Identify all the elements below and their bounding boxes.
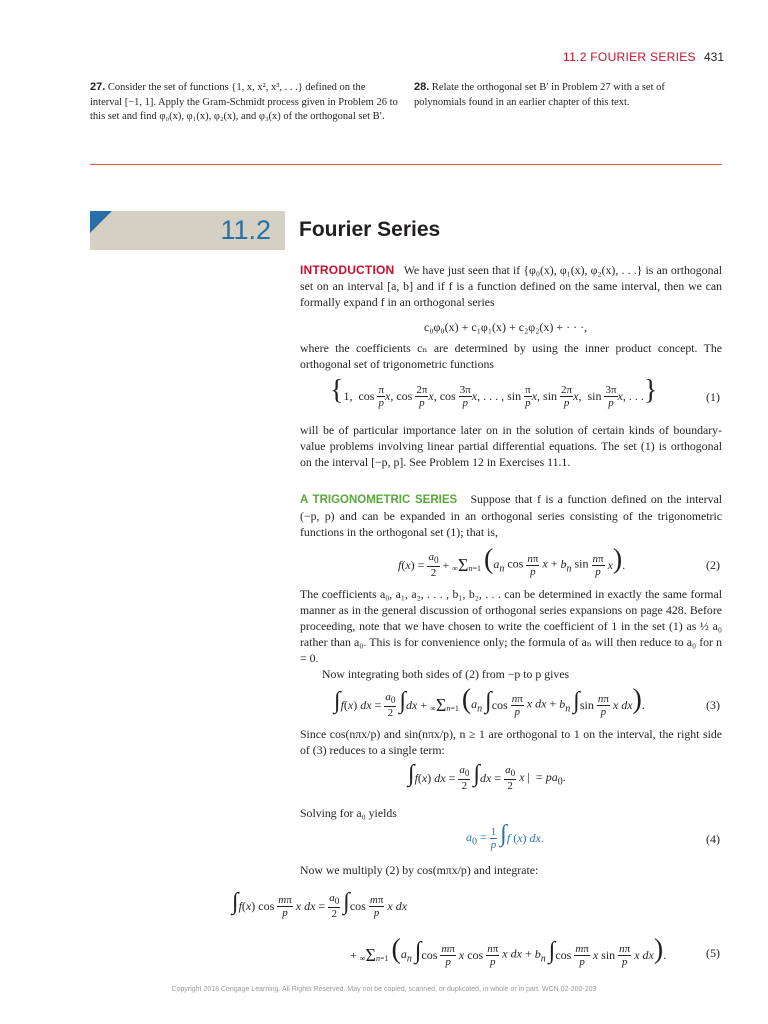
orthogonal-series-expression: c₀φ₀(x) + c₁φ₁(x) + c₂φ₂(x) + · · ·, — [424, 320, 588, 334]
page-number: 431 — [704, 50, 725, 64]
problem-27-number: 27. — [90, 81, 106, 93]
single-term-equation: ∫f(x) dx = $\frac{a_0}{2}$ ∫dx = $\frac{a_0}{2}$ x | = $pa_0$. — [408, 761, 566, 793]
intro-paragraph — [300, 262, 722, 310]
problem-28 — [414, 80, 714, 110]
intro-text: We have just seen that if {φ₀(x), φ₁(x), φ₂(x), . . .} is an orthogonal set on an interval [a, b] and if f is a function defined on the same interval, then we can formally expand f in an orthogonal series — [300, 263, 722, 309]
section-banner — [90, 211, 285, 250]
equation-5-line-1: ∫f(x) cos $\frac{m\pi}{p}$ x dx = $\frac{a_0}{2}$ ∫cos $\frac{m\pi}{p}$ x dx — [232, 889, 408, 921]
since-paragraph: Since cos(nπx/p) and sin(nπx/p), n ≥ 1 are orthogonal to 1 on the interval, the right side of (3) reduces to a single term: — [300, 727, 722, 757]
trig-paragraph — [300, 491, 722, 540]
section-number: 11.2 — [220, 215, 271, 245]
equation-1-label: (1) — [706, 390, 720, 404]
problem-28-number: 28. — [414, 81, 430, 93]
intro-after-set: will be of particular importance later on in the solution of certain kinds of boundary-value problems involving linear partial differential equations. The set (1) is orthogonal on the interval [−p, p]. See Problem 12 in Exercises 11.1. — [300, 423, 722, 469]
section-title: Fourier Series — [299, 218, 441, 241]
trig-heading: A TRIGONOMETRIC SERIES — [300, 494, 458, 506]
copyright-footer: Copyright 2018 Cengage Learning. All Rights Reserved. May not be copied, scanned, or duplicated, in whole or in part. WCN 02-200-203 — [171, 986, 597, 993]
problem-28-text: Relate the orthogonal set B′ in Problem 27 with a set of polynomials found in an earlier chapter of this text. — [414, 82, 665, 108]
equation-2-label: (2) — [706, 558, 720, 572]
banner-corner-triangle — [90, 211, 112, 233]
equation-4-label: (4) — [706, 832, 720, 846]
section-divider-rule — [90, 164, 722, 165]
equation-3: ∫f(x) dx = $\frac{a_0}{2}$ ∫dx + ∞Σn=1 ($a_n$ ∫cos $\frac{n\pi}{p}$ x dx + $b_n$ ∫sin $\frac{n\pi}{p}$ x dx). — [334, 684, 645, 720]
equation-2: f(x) = $\frac{a_0}{2}$ + ∞Σn=1 ($a_n$ cos $\frac{n\pi}{p}$ $x + b_n$ sin $\frac{n\pi}{p}$ x). — [398, 544, 626, 580]
coefficients-paragraph: The coefficients a₀, a₁, a₂, . . . , b₁, b₂, . . . can be determined in exactly the same formal manner as in the general discussion of orthogonal series expansions on page 428. Before proceeding, note that we have chosen to write the coefficient of 1 in the set (1) as ½ a₀ rather than a₀. This is for convenience only; the formula of aₙ will then reduce to a₀ for n = 0. — [300, 587, 722, 665]
equation-4: $a_0$ = $\frac{1}{p}$ ∫f (x) dx. — [466, 821, 544, 851]
running-head: 11.2 FOURIER SERIES — [563, 50, 696, 64]
equation-1: {1, cos $\frac{\pi}{p}$ x, cos $\frac{2\pi}{p}$ x, cos $\frac{3\pi}{p}$ x, . . . , sin $\frac{\pi}{p}$ x, sin $\frac{2\pi}{p}$ x, sin $\frac{3\pi}{p}$ x, . . .} — [330, 375, 658, 409]
problem-27-text: Consider the set of functions {1, x, x², x³, . . .} defined on the interval [−1, 1]. Apply the Gram-Schmidt process given in Problem 26 to this set and find φ₀(x), φ₁(x), φ₂(x), and φ₃(x) of the orthogonal set B′. — [90, 82, 398, 122]
intro-heading: INTRODUCTION — [300, 263, 395, 277]
integrating-sentence: Now integrating both sides of (2) from −p to p gives — [322, 667, 570, 681]
solving-sentence: Solving for a₀ yields — [300, 806, 397, 820]
equation-5-line-2: + ∞Σn=1 ($a_n$ ∫cos $\frac{m\pi}{p}$ x cos $\frac{n\pi}{p}$ x dx + $b_n$ ∫cos $\frac{m\pi}{p}$ x sin $\frac{n\pi}{p}$ x dx). — [350, 934, 667, 968]
equation-5-label: (5) — [706, 946, 720, 960]
problem-27 — [90, 80, 400, 125]
equation-3-label: (3) — [706, 698, 720, 712]
trig-text: Suppose that f is a function defined on the interval (−p, p) and can be expanded in an orthogonal series consisting of the trigonometric functions in the orthogonal set (1); that is, — [300, 492, 722, 539]
multiply-sentence: Now we multiply (2) by cos(mπx/p) and integrate: — [300, 863, 539, 877]
intro-after-series: where the coefficients cₙ are determined by using the inner product concept. The orthogonal set of trigonometric functions — [300, 341, 722, 371]
